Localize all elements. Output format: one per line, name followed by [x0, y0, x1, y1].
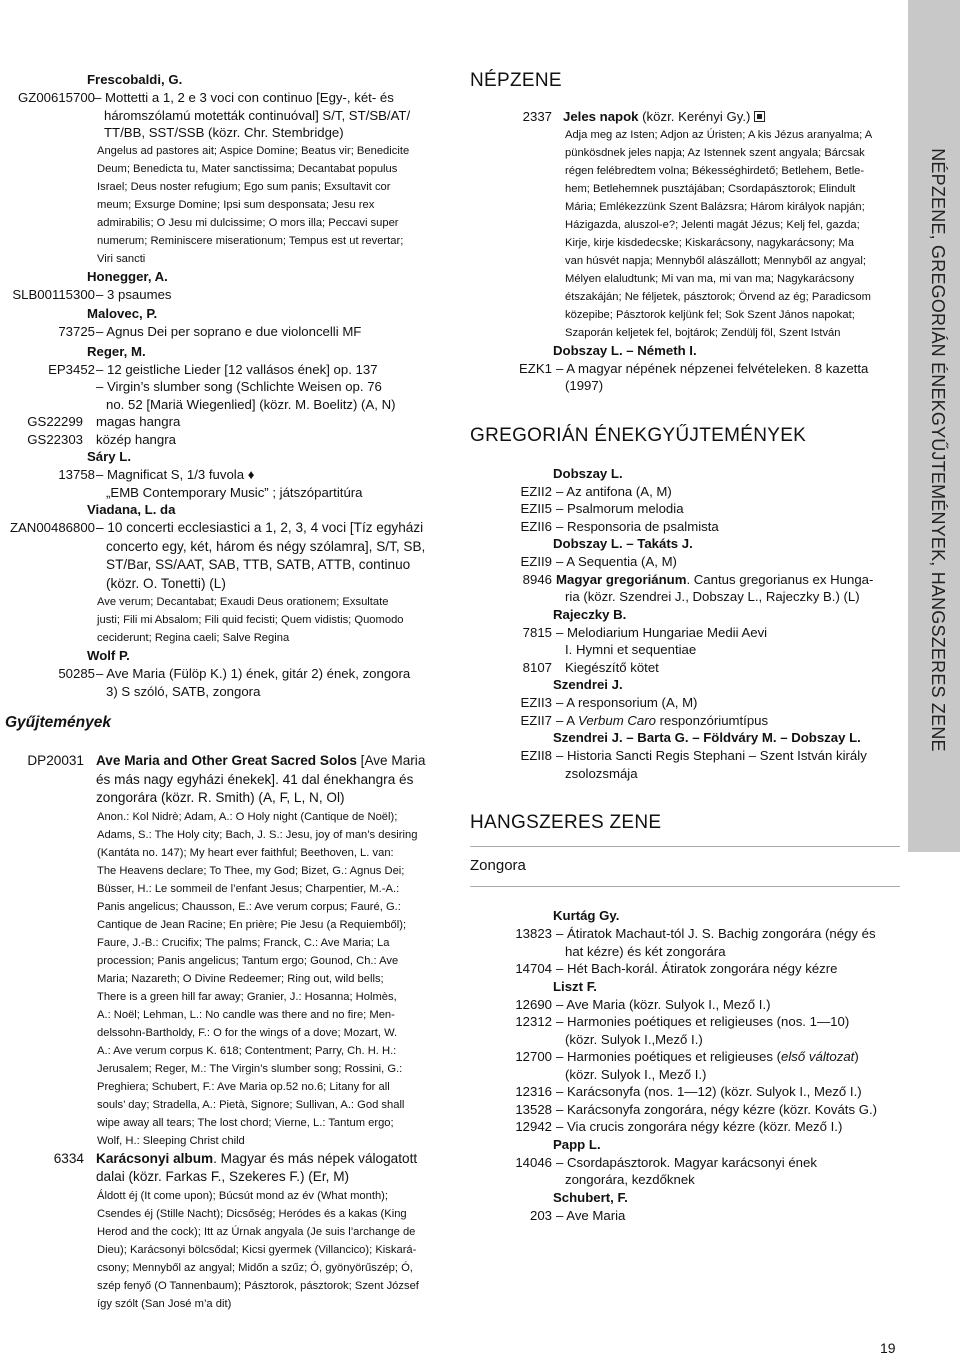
entry-50285 — [0, 665, 445, 700]
contents-line: wipe away all tears; The lost chord; Vierne, L.: Tantum ergo; — [97, 1116, 394, 1129]
title: Ave Maria and Other Great Sacred Solos — [96, 753, 357, 768]
catalog-number: ZAN00486800 — [9, 520, 95, 535]
catalog-number: 2337 — [522, 109, 552, 124]
contents-line: Cantique de Jean Racine; En prière; Pie Jesu (a Requiemből); — [97, 918, 407, 931]
entry-line: . Cantus gregorianus ex Hunga- — [686, 571, 874, 587]
contents-line: The Heavens declare; To Thee, my God; Bizet, G.: Agnus Dei; — [97, 864, 405, 877]
catalog-number: EZII7 — [520, 712, 552, 728]
page-number: 19 — [880, 1340, 896, 1356]
catalog-number: 203 — [529, 1207, 552, 1223]
entry-14046 — [460, 1154, 900, 1189]
composer-sary: Sáry L. — [87, 449, 131, 464]
entry-gs22299 — [0, 413, 445, 431]
contents-line: Viri sancti — [97, 252, 146, 265]
contents-line: meum; Exsurge Domine; Ipsi sum desponsata; Jesu rex — [97, 198, 375, 211]
entry-line: – A — [556, 712, 579, 728]
entry-line: – Virgin’s slumber song (Schlichte Weisen op. 76 — [96, 379, 382, 394]
contents-line: Adja meg az Isten; Adjon az Úristen; A kis Jézus aranyalma; A — [565, 128, 873, 141]
catalog-number: GZ00615700 — [18, 90, 95, 105]
contents-line: admirabilis; O Jesu mi dulcissime; O mors illa; Peccavi super — [97, 216, 399, 229]
entry-13758 — [0, 466, 445, 501]
entry-ezii2 — [460, 483, 900, 501]
catalog-number: 50285 — [58, 666, 95, 681]
entry-line: – Ave Maria (közr. Sulyok I., Mező I.) — [556, 996, 771, 1012]
composer-frescobaldi: Frescobaldi, G. — [87, 72, 183, 87]
entry-line: – A responsorium (A, M) — [556, 695, 698, 710]
contents-line: csony; Mennyből az angyal; Midőn a szűz; Ó, gyönyörűszép; Ó, — [97, 1261, 413, 1274]
catalog-number: EP3452 — [48, 361, 95, 377]
contents-line: Maria; Nazareth; O Divine Redeemer; Ring out, wild bells; — [97, 972, 384, 985]
contents-line: Deum; Benedicta tu, Mater sanctissima; Decantabat populus — [97, 162, 398, 175]
contents-line: Kirje, kirje kisdedecske; Kiskarácsony, nagykarácsony; Ma — [565, 236, 854, 249]
entry-line: concerto egy, két, három és négy szólamra], S/T, SB, — [106, 538, 426, 554]
contents-line: justi; Fili mi Absalom; Fili quid fecisti; Quem vidistis; Quomodo — [97, 614, 404, 626]
catalog-number: 13758 — [58, 467, 95, 482]
composer-dobszay: Dobszay L. — [553, 465, 623, 481]
entry-line: TT/BB, SST/SSB (közr. Chr. Stembridge) — [104, 125, 344, 140]
entry-line: hat kézre) és két zongorára — [565, 943, 726, 959]
entry-gs22303 — [0, 431, 445, 449]
catalog-number: 73725 — [58, 324, 95, 339]
entry-line: – Psalmorum melodia — [556, 501, 684, 516]
entry-line: – Responsoria de psalmista — [556, 518, 719, 534]
contents-line: ceciderunt; Regina caeli; Salve Regina — [97, 632, 290, 644]
entry-line: (közr. Sulyok I.,Mező I.) — [565, 1031, 703, 1047]
entry-line: ST/Bar, SS/AAT, SAB, TTB, SATB, ATTB, continuo — [106, 557, 411, 572]
catalog-number: 12316 — [515, 1084, 552, 1099]
entry-line: [Ave Maria — [356, 753, 426, 768]
contents-line: (Kantáta no. 147); My heart ever faithful; Beethoven, L. van: — [97, 846, 394, 859]
entry-ezii7 — [460, 712, 900, 730]
contents-line: Herod and the cock); Itt az Úrnak angyala (Je suis l’archange de — [97, 1225, 416, 1238]
contents-line: pünkösdnek jeles napja; Az Istennek szent angyala; Bárcsak — [565, 146, 865, 159]
entry-line: és más nagy egyházi énekek]. 41 dal énekhangra és — [96, 771, 414, 787]
entry-line: – 3 psaumes — [96, 286, 172, 302]
entry-line: magas hangra — [96, 414, 181, 429]
contents-line: There is a green hill far away; Granier, J.: Hosanna; Holmès, — [97, 990, 397, 1003]
entry-line: – Agnus Dei per soprano e due violoncelli MF — [96, 324, 362, 339]
composer-dobszay-takats: Dobszay L. – Takáts J. — [553, 536, 693, 551]
contents-line: hem; Betlehemnek pusztájában; Csordapásztorok; Elindult — [565, 182, 856, 195]
contents-line: A.: Ave verum corpus K. 618; Contentment; Parry, Ch. H. H.: — [97, 1044, 397, 1057]
right-column — [460, 70, 900, 1224]
catalog-number: GS22299 — [27, 414, 83, 429]
entry-line: (1997) — [565, 378, 604, 393]
entry-line: közép hangra — [96, 431, 176, 447]
entry-line: „EMB Contemporary Music” ; játszópartitúra — [106, 484, 363, 500]
entry-line: – Csordapásztorok. Magyar karácsonyi ének — [556, 1154, 817, 1170]
entry-line: 3) S szóló, SATB, zongora — [106, 683, 261, 699]
contents-line: Áldott éj (It come upon); Búcsút mond az év (What month); — [97, 1189, 389, 1202]
subsection-zongora: Zongora — [470, 857, 526, 874]
catalog-number: 6334 — [53, 1150, 84, 1166]
entry-dp20031 — [0, 752, 445, 808]
catalog-number: 8107 — [522, 659, 552, 675]
title: Verbum Caro — [578, 712, 656, 728]
composer-papp: Papp L. — [553, 1136, 601, 1152]
entry-line: Kiegészítő kötet — [565, 659, 659, 675]
composer-szendrei: Szendrei J. — [553, 677, 623, 692]
contents-jeles — [565, 126, 900, 342]
contents-line: delssohn-Bartholdy, F.: O for the wings of a dove; Mozart, W. — [97, 1026, 398, 1039]
diamond-icon: ♦ — [247, 467, 255, 482]
entry-line: dalai (közr. Farkas F., Szekeres F.) (Er, M) — [96, 1169, 350, 1184]
catalog-number: 13823 — [515, 926, 552, 941]
entry-13823 — [460, 925, 900, 960]
catalog-number: EZII8 — [520, 748, 552, 763]
contents-line: így szólt (San José m’a dit) — [97, 1297, 232, 1310]
contents-line: Szaporán keljetek fel, bojtárok; Zendülj föl, Szent István — [565, 326, 841, 339]
contents-line: Házigazda, aluszol-e?; Jelenti magát Jézus; Kelj fel, gazda; — [565, 218, 860, 231]
entry-line: zsolozsmája — [565, 765, 638, 781]
entry-line: – Historia Sancti Regis Stephani – Szent István király — [556, 748, 867, 763]
entry-line: – Magnificat S, 1/3 fuvola — [96, 467, 245, 482]
entry-line: – Karácsonyfa zongorára, négy kézre (közr. Kováts G.) — [556, 1101, 878, 1117]
catalog-number: EZII2 — [520, 483, 552, 499]
catalog-number: 12942 — [515, 1119, 552, 1134]
composer-honegger: Honegger, A. — [87, 268, 168, 284]
contents-line: közepibe; Pásztorok keljünk fel; Sok Szent János napokat; — [565, 308, 855, 321]
entry-line: – Harmonies poétiques et religieuses ( — [556, 1049, 782, 1064]
entry-line: zongorára (közr. R. Smith) (A, F, L, N, Ol) — [96, 790, 345, 805]
contents-line: Anon.: Kol Nidrè; Adam, A.: O Holy night (Cantique de Noël); — [97, 810, 398, 823]
entry-line: zongorára, kezdőknek — [565, 1172, 695, 1187]
contents-line: Adams, S.: The Holy city; Bach, J. S.: Jesu, joy of man’s desiring — [97, 828, 418, 841]
catalog-number: EZII9 — [520, 554, 552, 569]
entry-zan00486800 — [0, 519, 445, 593]
entry-2337 — [460, 108, 900, 126]
entry-12942 — [460, 1118, 900, 1136]
contents-line: Jerusalem; Reger, M.: The Virgin’s slumber song; Rossini, G.: — [97, 1062, 403, 1075]
cd-icon — [754, 111, 765, 122]
entry-line: – 12 geistliche Lieder [12 vallásos ének] op. 137 — [96, 361, 378, 377]
entry-7815 — [460, 624, 900, 659]
contents-line: Faure, J.-B.: Crucifix; The palms; Franck, C.: Ave Maria; La — [97, 936, 390, 949]
composer-rajeczky: Rajeczky B. — [553, 606, 627, 622]
entry-line: – A magyar népének népzenei felvételeken. 8 kazetta — [556, 360, 869, 376]
left-column — [0, 71, 445, 1313]
catalog-number: 7815 — [522, 624, 552, 640]
entry-line: . Magyar és más népek válogatott — [213, 1150, 418, 1166]
entry-line: – Ave Maria (Fülöp K.) 1) ének, gitár 2) ének, zongora — [96, 666, 411, 681]
entry-203 — [460, 1207, 900, 1225]
contents-line: Mélyen elaludtunk; Mi van ma, mi van ma; Nagykarácsony — [565, 272, 855, 285]
entry-line: – A Sequentia (A, M) — [556, 554, 677, 569]
title: Magyar gregoriánum — [556, 571, 687, 587]
entry-12690 — [460, 996, 900, 1014]
divider — [470, 846, 900, 847]
entry-line: – Via crucis zongorára négy kézre (közr. Mező I.) — [556, 1119, 843, 1134]
entry-6334 — [0, 1150, 445, 1187]
composer-schubert: Schubert, F. — [553, 1189, 628, 1205]
contents-line: Israel; Deus noster refugium; Ego sum panis; Exsultavit cor — [97, 180, 391, 193]
divider — [470, 886, 900, 887]
catalog-number: 14704 — [515, 961, 552, 976]
contents-line: Wolf, H.: Sleeping Christ child — [97, 1134, 245, 1147]
entry-line: – Harmonies poétiques et religieuses (nos. 1—10) — [556, 1014, 850, 1029]
entry-line: – Melodiarium Hungariae Medii Aevi — [556, 624, 768, 640]
entry-gz00615700 — [0, 89, 445, 142]
composer-wolf: Wolf P. — [87, 648, 130, 663]
entry-line: – Mottetti a 1, 2 e 3 voci con continuo [Egy-, két- és — [94, 90, 394, 105]
entry-12316 — [460, 1083, 900, 1101]
catalog-number: 8946 — [522, 571, 552, 587]
catalog-number: 12700 — [515, 1049, 552, 1064]
catalog-number: GS22303 — [27, 431, 83, 447]
entry-ezii8 — [460, 747, 900, 782]
contents-line: procession; Panis angelicus; Tantum ergo; Gounod, Ch.: Ave — [97, 954, 399, 967]
entry-line: ) — [854, 1049, 859, 1064]
catalog-number: SLB00115300 — [12, 286, 95, 302]
section-heading-hangszeres: HANGSZERES ZENE — [470, 812, 662, 833]
entry-ezii5 — [460, 500, 900, 518]
catalog-number: 12312 — [515, 1014, 552, 1029]
catalog-number: EZII6 — [520, 518, 552, 534]
entry-line: (közr. Sulyok I., Mező I.) — [565, 1066, 707, 1082]
contents-line: Büsser, H.: Le sommeil de l’enfant Jesus; Charpentier, M.-A.: — [97, 882, 400, 895]
catalog-number: 13528 — [515, 1101, 552, 1117]
entry-12312 — [460, 1013, 900, 1048]
contents-line: Mária; Emlékezzünk Szent Balázsra; Három királyok napján; — [565, 200, 865, 213]
contents-line: numerum; Reminiscere miserationum; Tempus est ut revertar; — [97, 234, 404, 247]
entry-line: (közr. Kerényi Gy.) — [638, 109, 751, 124]
contents-line: Csendes éj (Stille Nacht); Dicsőség; Heródes és a kakas (King — [97, 1207, 407, 1220]
entry-13528 — [460, 1101, 900, 1119]
title: Karácsonyi album — [96, 1150, 214, 1166]
catalog-number: 14046 — [515, 1154, 552, 1170]
entry-8107 — [460, 659, 900, 677]
composer-viadana: Viadana, L. da — [87, 502, 176, 517]
entry-line: ria (közr. Szendrei J., Dobszay L., Rajeczky B.) (L) — [565, 589, 860, 604]
sidebar-title: NÉPZENE, GREGORIÁN ÉNEKGYŰJTEMÉNYEK, HANGSZERES ZENE — [928, 148, 948, 752]
composer-liszt: Liszt F. — [553, 978, 597, 994]
contents-karacsony — [97, 1187, 445, 1313]
entry-line: – Karácsonyfa (nos. 1—12) (közr. Sulyok I., Mező I.) — [556, 1084, 862, 1099]
contents-line: régen felébredtem volna; Békességhirdető; Betlehem, Betle- — [565, 164, 865, 177]
contents-line: van húsvét napja; Mennyből alászállott; Mennyből az angyal; — [565, 254, 867, 267]
title: Jeles napok — [563, 109, 639, 124]
entry-line: – Ave Maria — [556, 1207, 626, 1223]
entry-line: első változat — [781, 1049, 855, 1064]
entry-line: – Átiratok Machaut-tól J. S. Bachig zongorára (négy és — [556, 926, 876, 941]
catalog-number: DP20031 — [27, 753, 84, 768]
contents-line: Ave verum; Decantabat; Exaudi Deus orationem; Exsultate — [97, 596, 389, 608]
composer-kurtag: Kurtág Gy. — [553, 908, 620, 923]
entry-line: responzóriumtípus — [655, 712, 769, 728]
contents-dp — [97, 808, 445, 1150]
entry-line: – Hét Bach-korál. Átiratok zongorára négy kézre — [556, 961, 838, 976]
entry-line: háromszólamú motetták continuóval] S/T, ST/SB/AT/ — [104, 107, 411, 123]
contents-line: Preghiera; Schubert, F.: Ave Maria op.52 no.6; Litany for all — [97, 1080, 390, 1093]
contents-line: szép fenyő (O Tannenbaum); Pásztorok, pásztorok; Szent József — [97, 1279, 419, 1292]
entry-ep3452 — [0, 361, 445, 414]
catalog-number: EZII5 — [520, 501, 552, 516]
entry-ezii3 — [460, 694, 900, 712]
contents-line: Panis angelicus; Chausson, E.: Ave verum corpus; Fauré, G.: — [97, 900, 401, 913]
composer-reger: Reger, M. — [87, 343, 146, 359]
composer-szendrei-barta: Szendrei J. – Barta G. – Földváry M. – Dobszay L. — [553, 730, 861, 745]
section-heading-gregorian: GREGORIÁN ÉNEKGYŰJTEMÉNYEK — [470, 424, 807, 446]
catalog-number: EZK1 — [519, 360, 552, 376]
entry-12700 — [460, 1048, 900, 1083]
entry-slb00115300 — [0, 286, 445, 304]
catalog-number: EZII3 — [520, 695, 552, 710]
contents-line: souls’ day; Stradella, A.: Pietà, Signore; Sullivan, A.: God shall — [97, 1098, 405, 1111]
entry-line: – Az antifona (A, M) — [556, 483, 672, 499]
contents-line: Dieu); Karácsonyi bölcsődal; Kicsi gyermek (Villancico); Kiskará- — [97, 1243, 417, 1256]
catalog-number: 12690 — [515, 996, 552, 1012]
composer-malovec: Malovec, P. — [87, 306, 158, 321]
section-heading-gyujtemenyek: Gyűjtemények — [5, 714, 111, 731]
composer-dobszay-nemeth: Dobszay L. – Németh I. — [553, 342, 697, 358]
entry-line: no. 52 [Mariä Wiegenlied] (közr. M. Boelitz) (A, N) — [106, 396, 396, 412]
contents-line: A.: Noël; Lehman, L.: No candle was there and no fire; Men- — [97, 1008, 395, 1021]
contents-line: Angelus ad pastores ait; Aspice Domine; Beatus vir; Benedicite — [97, 144, 410, 157]
entry-line: – 10 concerti ecclesiastici a 1, 2, 3, 4 voci [Tíz egyházi — [96, 520, 424, 535]
entry-14704 — [460, 960, 900, 978]
entry-ezii6 — [460, 518, 900, 536]
entry-8946 — [460, 571, 900, 606]
entry-73725 — [0, 323, 445, 341]
contents-gz — [97, 142, 445, 268]
entry-line: I. Hymni et sequentiae — [565, 642, 697, 657]
entry-ezii9 — [460, 553, 900, 571]
entry-ezk1 — [460, 360, 900, 395]
contents-line: étszakáján; Ne féljetek, pásztorok; Örvend az ég; Paradicsom — [565, 290, 871, 303]
entry-line: (közr. O. Tonetti) (L) — [106, 575, 226, 591]
section-heading-nepzene: NÉPZENE — [470, 70, 562, 91]
contents-zan — [97, 593, 445, 647]
